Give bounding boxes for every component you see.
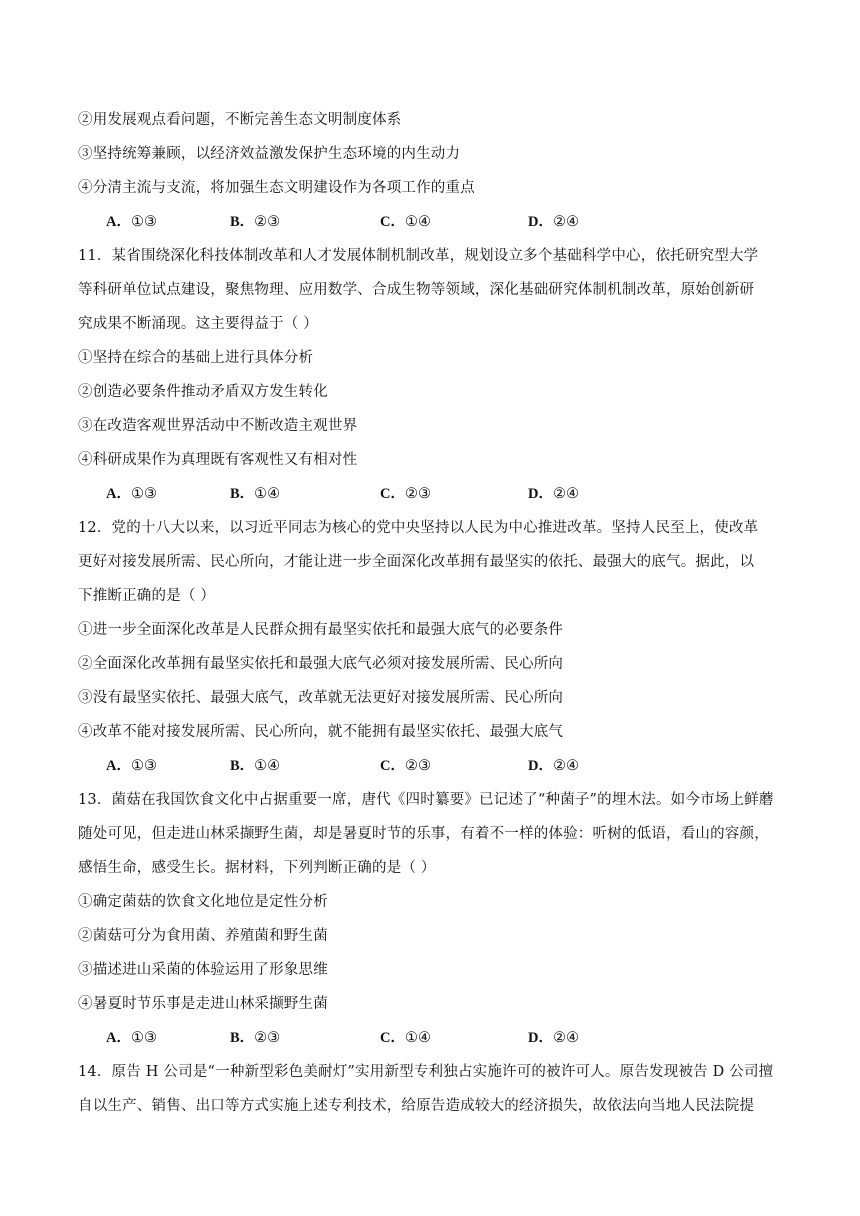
q10-statement-3: ③坚持统筹兼顾，以经济效益激发保护生态环境的内生动力	[78, 146, 461, 162]
q12-option-d[interactable]: D．②④	[528, 758, 579, 774]
q11-option-c[interactable]: C．②③	[380, 486, 431, 502]
q13-options	[106, 1028, 706, 1048]
q13-option-c[interactable]: C．①④	[380, 1030, 431, 1046]
q10-option-c[interactable]: C．①④	[380, 214, 431, 230]
q11-stem-line-2: 等科研单位试点建设，聚焦物理、应用数学、合成生物等领域，深化基础研究体制机制改革，原始创新研	[78, 282, 755, 298]
q10-option-a[interactable]: A．①③	[106, 214, 157, 230]
q11-statement-1: ①坚持在综合的基础上进行具体分析	[78, 350, 314, 366]
q11-option-b[interactable]: B．①④	[230, 486, 281, 502]
q14-stem-line-2: 自以生产、销售、出口等方式实施上述专利技术，给原告造成较大的经济损失，故依法向当地人民法院提	[78, 1098, 755, 1114]
q11-stem-line-1: 11．某省围绕深化科技体制改革和人才发展体制机制改革，规划设立多个基础科学中心，依托研究型大学	[78, 248, 759, 264]
q11-option-d[interactable]: D．②④	[528, 486, 579, 502]
q12-options	[106, 756, 706, 776]
q13-statement-1: ①确定菌菇的饮食文化地位是定性分析	[78, 894, 328, 910]
q10-statement-4: ④分清主流与支流，将加强生态文明建设作为各项工作的重点	[78, 180, 475, 196]
q13-option-a[interactable]: A．①③	[106, 1030, 157, 1046]
q13-statement-3: ③描述进山采菌的体验运用了形象思维	[78, 962, 328, 978]
q13-stem-line-3: 感悟生命，感受生长。据材料，下列判断正确的是（ ）	[78, 860, 436, 876]
q11-statement-3: ③在改造客观世界活动中不断改造主观世界	[78, 418, 358, 434]
q12-statement-1: ①进一步全面深化改革是人民群众拥有最坚实依托和最强大底气的必要条件	[78, 622, 564, 638]
q12-stem-line-1: 12．党的十八大以来，以习近平同志为核心的党中央坚持以人民为中心推进改革。坚持人民至上，使改革	[78, 520, 759, 536]
q12-option-c[interactable]: C．②③	[380, 758, 431, 774]
q13-stem-line-2: 随处可见，但走进山林采撷野生菌，却是暑夏时节的乐事，有着不一样的体验：听树的低语，看山的容颜，	[78, 826, 769, 842]
q13-statement-4: ④暑夏时节乐事是走进山林采撷野生菌	[78, 996, 328, 1012]
q14-stem-line-1: 14．原告 H 公司是“一种新型彩色美耐灯”实用新型专利独占实施许可的被许可人。原告发现被告 D 公司擅	[78, 1064, 774, 1080]
q11-statement-2: ②创造必要条件推动矛盾双方发生转化	[78, 384, 328, 400]
q11-statement-4: ④科研成果作为真理既有客观性又有相对性	[78, 452, 358, 468]
q13-statement-2: ②菌菇可分为食用菌、养殖菌和野生菌	[78, 928, 328, 944]
q13-option-d[interactable]: D．②④	[528, 1030, 579, 1046]
q10-statement-2: ②用发展观点看问题，不断完善生态文明制度体系	[78, 112, 402, 128]
q12-statement-2: ②全面深化改革拥有最坚实依托和最强大底气必须对接发展所需、民心所向	[78, 656, 564, 672]
q10-options	[106, 212, 706, 232]
q11-options	[106, 484, 706, 504]
q13-option-b[interactable]: B．②③	[230, 1030, 281, 1046]
q12-stem-line-3: 下推断正确的是（ ）	[78, 588, 216, 604]
q13-stem-line-1: 13．菌菇在我国饮食文化中占据重要一席，唐代《四时纂要》已记述了“种菌子”的埋木法。如今市场上鲜蘑	[78, 792, 774, 808]
q12-option-a[interactable]: A．①③	[106, 758, 157, 774]
q12-statement-3: ③没有最坚实依托、最强大底气，改革就无法更好对接发展所需、民心所向	[78, 690, 564, 706]
q12-option-b[interactable]: B．①④	[230, 758, 281, 774]
q11-option-a[interactable]: A．①③	[106, 486, 157, 502]
q11-stem-line-3: 究成果不断涌现。这主要得益于（ ）	[78, 316, 319, 332]
q12-stem-line-2: 更好对接发展所需、民心所向，才能让进一步全面深化改革拥有最坚实的依托、最强大的底气。据此，以	[78, 554, 755, 570]
q12-statement-4: ④改革不能对接发展所需、民心所向，就不能拥有最坚实依托、最强大底气	[78, 724, 564, 740]
q10-option-d[interactable]: D．②④	[528, 214, 579, 230]
q10-option-b[interactable]: B．②③	[230, 214, 281, 230]
